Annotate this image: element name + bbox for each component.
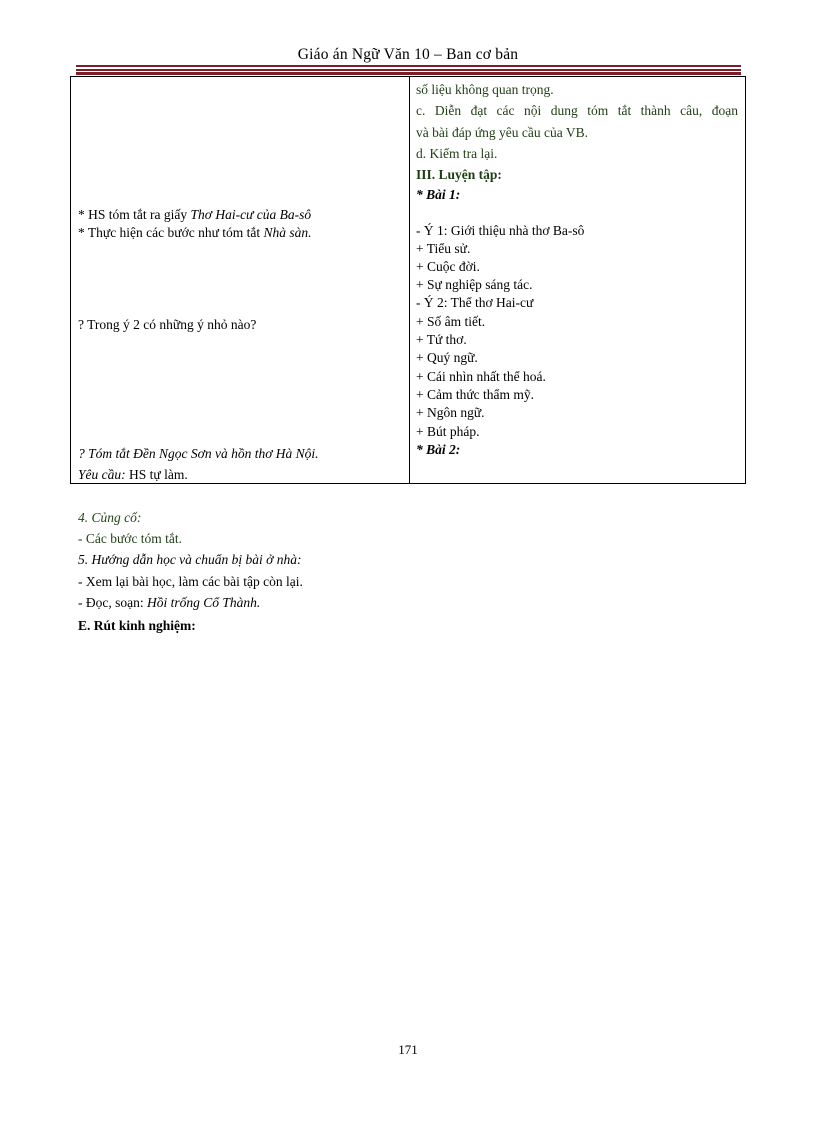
list-item: - Ý 1: Giới thiệu nhà thơ Ba-sô xyxy=(416,223,585,238)
doc-soan-title: Hồi trống Cổ Thành. xyxy=(146,595,261,610)
huong-dan-heading: 5. Hướng dẫn học và chuẩn bị bài ở nhà: xyxy=(78,552,302,567)
hs-tomtat-prefix: * HS tóm tắt ra giấy xyxy=(78,207,191,222)
table-column-divider xyxy=(409,77,410,483)
list-item: + Số âm tiết. xyxy=(416,314,486,329)
page-header-title: Giáo án Ngữ Văn 10 – Ban cơ bản xyxy=(297,46,519,63)
thuc-hien-title: Nhà sàn. xyxy=(263,225,312,240)
list-item: - Ý 2: Thể thơ Hai-cư xyxy=(416,295,534,310)
list-item: + Cảm thức thẩm mỹ. xyxy=(416,387,535,402)
right-bai1-heading: * Bài 1: xyxy=(416,187,461,202)
header-rule-2 xyxy=(76,69,741,71)
list-item: + Quý ngữ. xyxy=(416,350,478,365)
right-c-line2: và bài đáp ứng yêu cầu của VB. xyxy=(416,125,589,140)
list-item: + Bút pháp. xyxy=(416,424,480,439)
left-yeu-cau xyxy=(78,467,188,483)
yeu-cau-text: HS tự làm. xyxy=(125,467,188,482)
list-item: + Cuộc đời. xyxy=(416,259,480,274)
header-rule-3 xyxy=(76,72,741,75)
left-question-y2: ? Trong ý 2 có những ý nhỏ nào? xyxy=(78,317,257,332)
hs-tomtat-title: Thơ Hai-cư của Ba-sô xyxy=(190,207,312,222)
cung-co-item: - Các bước tóm tắt. xyxy=(78,531,183,546)
list-item: + Tứ thơ. xyxy=(416,332,467,347)
right-so-lieu: số liệu không quan trọng. xyxy=(416,82,554,97)
right-d-line: d. Kiểm tra lại. xyxy=(416,146,498,161)
lesson-table xyxy=(70,76,746,484)
list-item: + Ngôn ngữ. xyxy=(416,405,485,420)
xem-lai-item: - Xem lại bài học, làm các bài tập còn lại. xyxy=(78,574,303,589)
left-thuc-hien xyxy=(78,225,312,241)
doc-soan-prefix: - Đọc, soạn: xyxy=(78,595,147,610)
right-c-line1: c. Diễn đạt các nội dung tóm tắt thành câu, đoạn xyxy=(416,103,738,118)
yeu-cau-label: Yêu cầu: xyxy=(78,467,126,482)
thuc-hien-prefix: * Thực hiện các bước như tóm tắt xyxy=(78,225,264,240)
header-rule-1 xyxy=(76,65,741,67)
list-item: + Tiểu sử. xyxy=(416,241,471,256)
list-item: + Cái nhìn nhất thể hoá. xyxy=(416,369,546,384)
left-question-den: ? Tóm tắt Đền Ngọc Sơn và hồn thơ Hà Nội. xyxy=(78,446,319,461)
page-number: 171 xyxy=(398,1042,418,1057)
cung-co-heading: 4. Củng cố: xyxy=(78,510,142,525)
right-luyen-tap-heading: III. Luyện tập: xyxy=(416,167,502,182)
right-bai2-heading: * Bài 2: xyxy=(416,442,461,457)
doc-soan-item xyxy=(78,595,260,611)
left-hs-tomtat xyxy=(78,207,311,223)
rut-kinh-nghiem-heading: E. Rút kinh nghiệm: xyxy=(78,618,196,633)
list-item: + Sự nghiệp sáng tác. xyxy=(416,277,533,292)
